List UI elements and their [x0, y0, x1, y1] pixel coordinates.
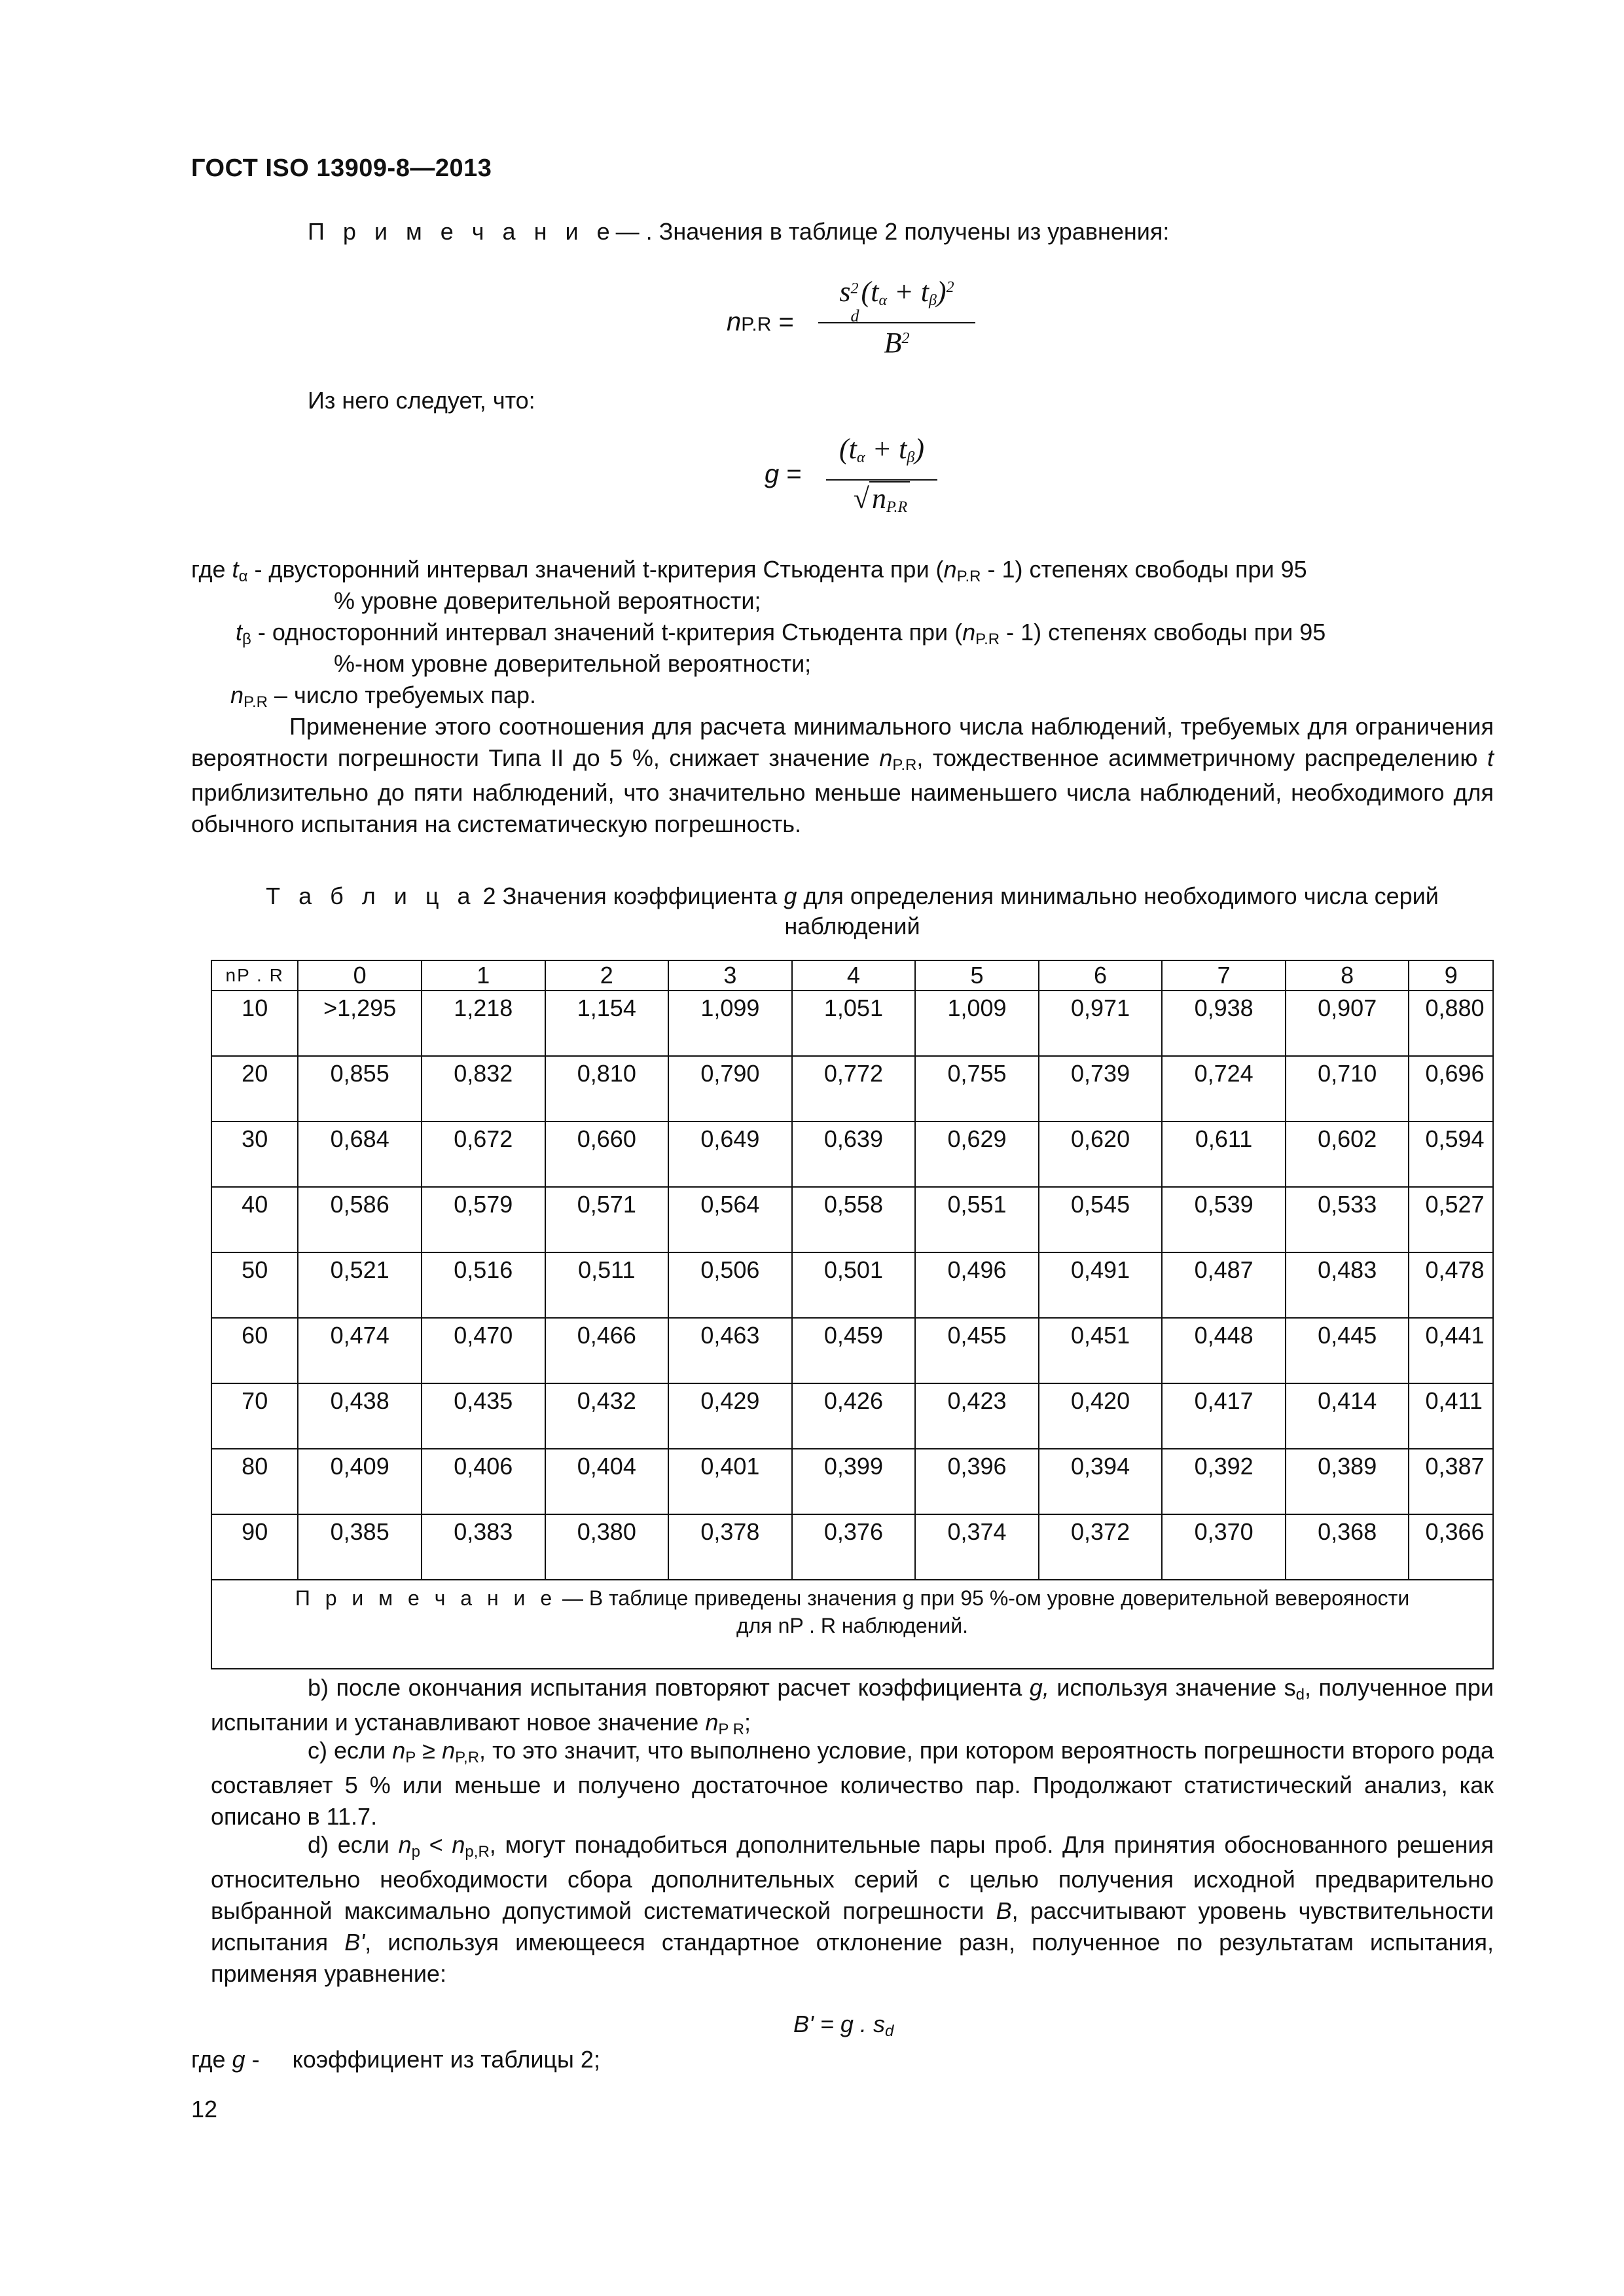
column-header: 5 — [915, 960, 1039, 991]
row-header-cell: 80 — [211, 1449, 298, 1514]
column-header: 0 — [298, 960, 422, 991]
table-cell: 0,810 — [545, 1056, 669, 1121]
table-note-row — [211, 1580, 1493, 1669]
table-row — [211, 1514, 1493, 1580]
table-cell: 0,414 — [1286, 1383, 1409, 1449]
equation-1-fraction-bar — [818, 322, 975, 323]
table-cell: 0,426 — [792, 1383, 916, 1449]
table-cell: 0,383 — [422, 1514, 545, 1580]
table-row — [211, 1252, 1493, 1318]
table-row — [211, 1449, 1493, 1514]
paragraph-b: b) после окончания испытания повторяют расчет коэффициента g, используя значение sd, полученное при испытании и устанавливают новое значение nP R; — [211, 1674, 1494, 1738]
table-cell: 0,409 — [298, 1449, 422, 1514]
table-cell: 0,772 — [792, 1056, 916, 1121]
table-cell: 0,445 — [1286, 1318, 1409, 1383]
column-header: 2 — [545, 960, 669, 991]
table-cell: 0,455 — [915, 1318, 1039, 1383]
table-cell: 0,394 — [1039, 1449, 1163, 1514]
table-cell: 0,478 — [1409, 1252, 1493, 1318]
table-cell: 0,696 — [1409, 1056, 1493, 1121]
row-header-cell: 70 — [211, 1383, 298, 1449]
table-row — [211, 991, 1493, 1056]
table-cell: 0,501 — [792, 1252, 916, 1318]
equation-2-lhs: g = — [765, 460, 802, 488]
coefficient-table — [211, 960, 1494, 1669]
table-cell: 0,435 — [422, 1383, 545, 1449]
table-cell: 1,099 — [668, 991, 792, 1056]
table-cell: 0,506 — [668, 1252, 792, 1318]
table-cell: 0,411 — [1409, 1383, 1493, 1449]
table-cell: 0,423 — [915, 1383, 1039, 1449]
note-line — [308, 216, 1169, 247]
table-cell: 0,389 — [1286, 1449, 1409, 1514]
table-cell: 0,496 — [915, 1252, 1039, 1318]
table-cell: 0,611 — [1162, 1121, 1286, 1187]
table-cell: 0,372 — [1039, 1514, 1163, 1580]
table-cell: 0,438 — [298, 1383, 422, 1449]
equation-2-fraction — [826, 432, 937, 537]
table-cell: 0,579 — [422, 1187, 545, 1252]
table-header-row — [211, 960, 1493, 991]
table-cell: 0,832 — [422, 1056, 545, 1121]
table-cell: 0,366 — [1409, 1514, 1493, 1580]
table-row — [211, 1318, 1493, 1383]
table-cell: 0,451 — [1039, 1318, 1163, 1383]
table-cell: 0,368 — [1286, 1514, 1409, 1580]
row-header-cell: 10 — [211, 991, 298, 1056]
row-header-cell: 50 — [211, 1252, 298, 1318]
table-cell: 0,516 — [422, 1252, 545, 1318]
table-cell: 0,739 — [1039, 1056, 1163, 1121]
table-cell: 0,639 — [792, 1121, 916, 1187]
table-cell: 0,571 — [545, 1187, 669, 1252]
table-cell: 0,432 — [545, 1383, 669, 1449]
table-cell: 0,855 — [298, 1056, 422, 1121]
row-header-cell: 20 — [211, 1056, 298, 1121]
where-line-4: %-ном уровне доверительной вероятности; — [334, 650, 812, 677]
table-cell: 0,404 — [545, 1449, 669, 1514]
table-cell: 0,406 — [422, 1449, 545, 1514]
table-cell: 0,374 — [915, 1514, 1039, 1580]
table-cell: 0,724 — [1162, 1056, 1286, 1121]
column-header: 8 — [1286, 960, 1409, 991]
table-cell: 0,527 — [1409, 1187, 1493, 1252]
table-row — [211, 1187, 1493, 1252]
table-row — [211, 1383, 1493, 1449]
equation-1-numerator: s 2 d $(t\alpha + t\beta)^2$ — [839, 276, 954, 325]
table-cell: 0,420 — [1039, 1383, 1163, 1449]
table-cell: 0,392 — [1162, 1449, 1286, 1514]
row-header-cell: 40 — [211, 1187, 298, 1252]
table-cell: 0,545 — [1039, 1187, 1163, 1252]
table-corner-cell: nP . R — [211, 960, 298, 991]
table-cell: >1,295 — [298, 991, 422, 1056]
table-cell: 0,487 — [1162, 1252, 1286, 1318]
sqrt-icon: √ — [853, 483, 869, 515]
note-label: П р и м е ч а н и е — [308, 218, 616, 245]
where-g-line: где g - коэффициент из таблицы 2; — [191, 2046, 600, 2073]
table-cell: 0,459 — [792, 1318, 916, 1383]
where-line-1: где tα - двусторонний интервал значений t-критерия Стьюдента при (nP.R - 1) степенях свободы при 95 — [191, 556, 1307, 585]
table-cell: 0,378 — [668, 1514, 792, 1580]
table-cell: 0,710 — [1286, 1056, 1409, 1121]
table-cell: 0,466 — [545, 1318, 669, 1383]
table-cell: 0,441 — [1409, 1318, 1493, 1383]
table-cell: 0,429 — [668, 1383, 792, 1449]
equation-1-lhs: nP.R = — [727, 308, 794, 337]
table-cell: 0,971 — [1039, 991, 1163, 1056]
table-cell: 0,491 — [1039, 1252, 1163, 1318]
row-header-cell: 30 — [211, 1121, 298, 1187]
table-cell: 0,620 — [1039, 1121, 1163, 1187]
where-line-2: % уровне доверительной вероятности; — [334, 587, 761, 614]
row-header-cell: 60 — [211, 1318, 298, 1383]
table-cell: 0,594 — [1409, 1121, 1493, 1187]
table-cell: 0,470 — [422, 1318, 545, 1383]
table-cell: 0,396 — [915, 1449, 1039, 1514]
table-cell: 0,551 — [915, 1187, 1039, 1252]
table-cell: 0,387 — [1409, 1449, 1493, 1514]
table-caption: Т а б л и ц а 2 Значения коэффициента g для определения минимально необходимого числа серий наблюдений — [266, 883, 1439, 939]
paragraph-1: Применение этого соотношения для расчета минимального числа наблюдений, требуемых для ограничения вероятности погрешности Типа II до 5 %, снижает значение nP.R, тождественное асимметричному распределению t приблизительно до пяти наблюдений, что значительно меньше наименьшего числа наблюдений, необходимого для обычного испытания на систематическую погрешность. — [191, 713, 1494, 837]
column-header: 7 — [1162, 960, 1286, 991]
table-cell: 0,564 — [668, 1187, 792, 1252]
table-cell: 1,154 — [545, 991, 669, 1056]
equation-3: B' = g . sd — [793, 2011, 894, 2040]
paragraph-d: d) если np < np,R, могут понадобиться дополнительные пары проб. Для принятия обоснованного решения относительно необходимости сбора дополнительных серий с целью получения исходной предварительно выбранной максимально допустимой систематической погрешности B, рассчитывают уровень чувствительности испытания B', используя имеющееся стандартное отклонение разн, полученное по результатам испытания, применяя уравнение: — [211, 1831, 1494, 1987]
table-cell: 0,521 — [298, 1252, 422, 1318]
note-text: — . Значения в таблице 2 получены из уравнения: — [615, 218, 1170, 245]
page-number: 12 — [191, 2096, 218, 2123]
column-header: 6 — [1039, 960, 1163, 991]
table-cell: 0,380 — [545, 1514, 669, 1580]
table-cell: 0,483 — [1286, 1252, 1409, 1318]
table-cell: 0,533 — [1286, 1187, 1409, 1252]
paragraph-c: c) если nP ≥ nP,R, то это значит, что выполнено условие, при котором вероятность погрешности второго рода составляет 5 % или меньше и получено достаточное количество пар. Продолжают статистический анализ, как описано в 11.7. — [211, 1737, 1494, 1830]
table-cell: 0,511 — [545, 1252, 669, 1318]
table-cell: 0,463 — [668, 1318, 792, 1383]
table-cell: 0,558 — [792, 1187, 916, 1252]
where-line-5: nP.R – число требуемых пар. — [230, 682, 537, 711]
follows-text: Из него следует, что: — [308, 387, 535, 414]
table-cell: 0,938 — [1162, 991, 1286, 1056]
table-cell: 0,907 — [1286, 991, 1409, 1056]
table-note: П р и м е ч а н и е — В таблице приведены значения g при 95 %-ом уровне доверительной веверояности для nP . R наблюдений. — [211, 1580, 1493, 1669]
table-cell: 0,649 — [668, 1121, 792, 1187]
table-cell: 0,586 — [298, 1187, 422, 1252]
table-cell: 0,376 — [792, 1514, 916, 1580]
table-row — [211, 1121, 1493, 1187]
column-header: 3 — [668, 960, 792, 991]
equation-2-fraction-bar — [826, 479, 937, 481]
equation-1-fraction — [818, 275, 975, 373]
table-cell: 0,880 — [1409, 991, 1493, 1056]
table-cell: 0,684 — [298, 1121, 422, 1187]
column-header: 1 — [422, 960, 545, 991]
table-cell: 0,790 — [668, 1056, 792, 1121]
table-cell: 1,218 — [422, 991, 545, 1056]
table-cell: 0,370 — [1162, 1514, 1286, 1580]
where-line-3: tβ - односторонний интервал значений t-критерия Стьюдента при (nP.R - 1) степенях свободы при 95 — [236, 619, 1326, 648]
table-cell: 0,539 — [1162, 1187, 1286, 1252]
table-cell: 0,755 — [915, 1056, 1039, 1121]
table-cell: 0,448 — [1162, 1318, 1286, 1383]
table-cell: 0,629 — [915, 1121, 1039, 1187]
table-row — [211, 1056, 1493, 1121]
table-cell: 1,009 — [915, 991, 1039, 1056]
document-header: ГОСТ ISO 13909-8—2013 — [191, 155, 492, 182]
table-cell: 0,474 — [298, 1318, 422, 1383]
row-header-cell: 90 — [211, 1514, 298, 1580]
equation-2-denominator: √nP.R — [826, 482, 937, 515]
column-header: 9 — [1409, 960, 1493, 991]
equation-1-denominator: $B^2$ — [884, 327, 910, 359]
table-cell: 0,660 — [545, 1121, 669, 1187]
table-cell: 0,672 — [422, 1121, 545, 1187]
table-cell: 0,385 — [298, 1514, 422, 1580]
equation-2-numerator: (tα + tβ) — [839, 433, 925, 466]
table-cell: 1,051 — [792, 991, 916, 1056]
column-header: 4 — [792, 960, 916, 991]
table-cell: 0,401 — [668, 1449, 792, 1514]
table-cell: 0,417 — [1162, 1383, 1286, 1449]
table-cell: 0,602 — [1286, 1121, 1409, 1187]
table-cell: 0,399 — [792, 1449, 916, 1514]
